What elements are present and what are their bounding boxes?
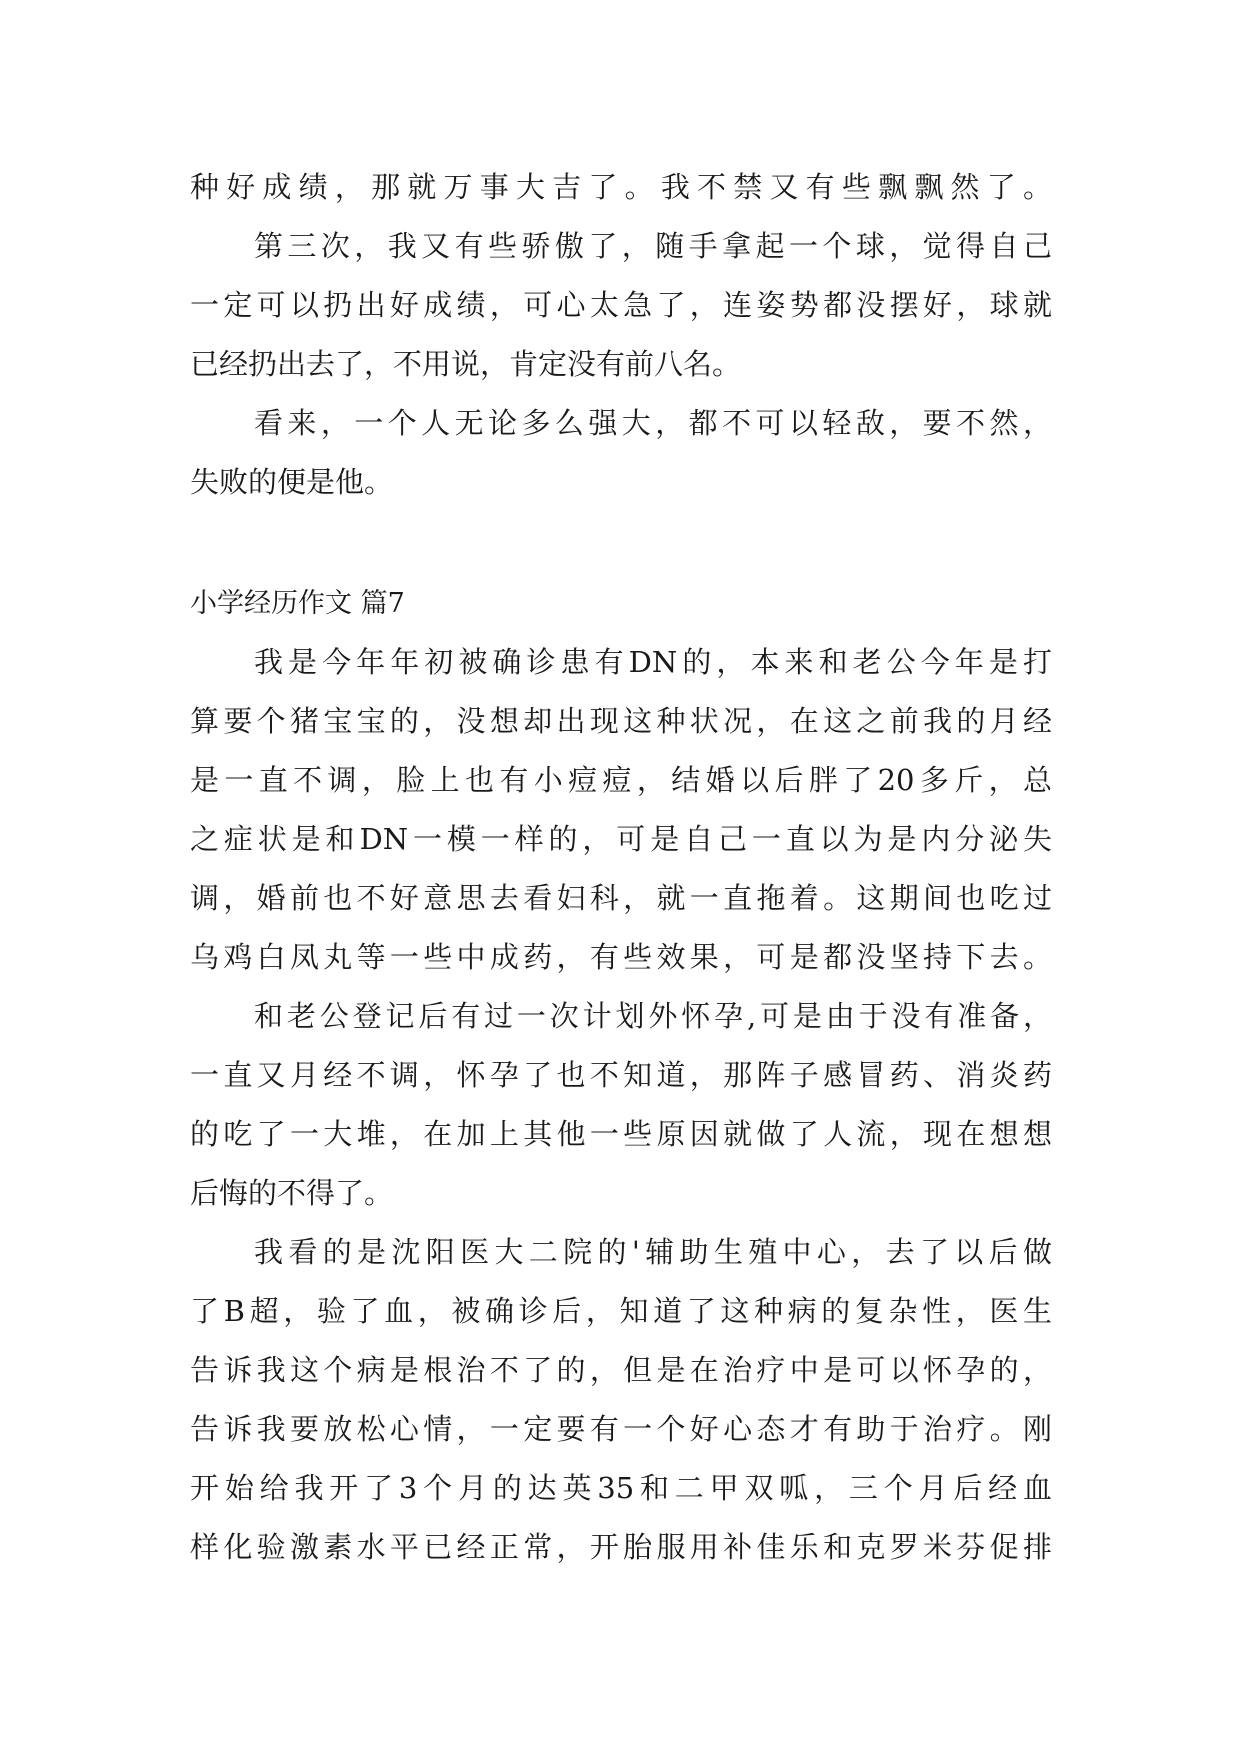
paragraph-line: 告诉我这个病是根治不了的，但是在治疗中是可以怀孕的， [190,1353,1052,1387]
paragraph-line: 乌鸡白凤丸等一些中成药，有些效果，可是都没坚持下去。 [190,940,1052,974]
paragraph-line: 种好成绩，那就万事大吉了。我不禁又有些飘飘然了。 [190,170,1052,204]
paragraph-line: 算要个猪宝宝的，没想却出现这种状况，在这之前我的月经 [190,704,1052,738]
paragraph-line: 看来，一个人无论多么强大，都不可以轻敌，要不然， [254,406,1052,440]
paragraph-line: 之症状是和DN一模一样的，可是自己一直以为是内分泌失 [190,822,1052,856]
paragraph-line: 一直又月经不调，怀孕了也不知道，那阵子感冒药、消炎药 [190,1058,1052,1092]
paragraph-line: 告诉我要放松心情，一定要有一个好心态才有助于治疗。刚 [190,1412,1052,1446]
paragraph-line: 了B超，验了血，被确诊后，知道了这种病的复杂性，医生 [190,1294,1052,1328]
paragraph-line: 是一直不调，脸上也有小痘痘，结婚以后胖了20多斤，总 [190,763,1052,797]
paragraph-line: 和老公登记后有过一次计划外怀孕,可是由于没有准备， [254,999,1052,1033]
paragraph-line: 我看的是沈阳医大二院的'辅助生殖中心，去了以后做 [254,1235,1052,1269]
paragraph-line: 的吃了一大堆，在加上其他一些原因就做了人流，现在想想 [190,1117,1052,1151]
paragraph-line: 开始给我开了3个月的达英35和二甲双呱，三个月后经血 [190,1471,1052,1505]
paragraph-line: 一定可以扔出好成绩，可心太急了，连姿势都没摆好，球就 [190,288,1052,322]
paragraph-line: 样化验激素水平已经正常，开胎服用补佳乐和克罗米芬促排 [190,1530,1052,1564]
paragraph-line: 失败的便是他。 [190,465,394,499]
document-page [190,158,1052,1577]
section-spacer [190,512,1052,574]
paragraph-line: 调，婚前也不好意思去看妇科，就一直拖着。这期间也吃过 [190,881,1052,915]
paragraph-line: 第三次，我又有些骄傲了，随手拿起一个球，觉得自己 [254,229,1052,263]
section-heading: 小学经历作文 篇7 [190,588,405,619]
paragraph-line: 已经扔出去了，不用说，肯定没有前八名。 [190,347,742,381]
paragraph-line: 后悔的不得了。 [190,1176,394,1210]
paragraph-line: 我是今年年初被确诊患有DN的，本来和老公今年是打 [254,645,1052,679]
